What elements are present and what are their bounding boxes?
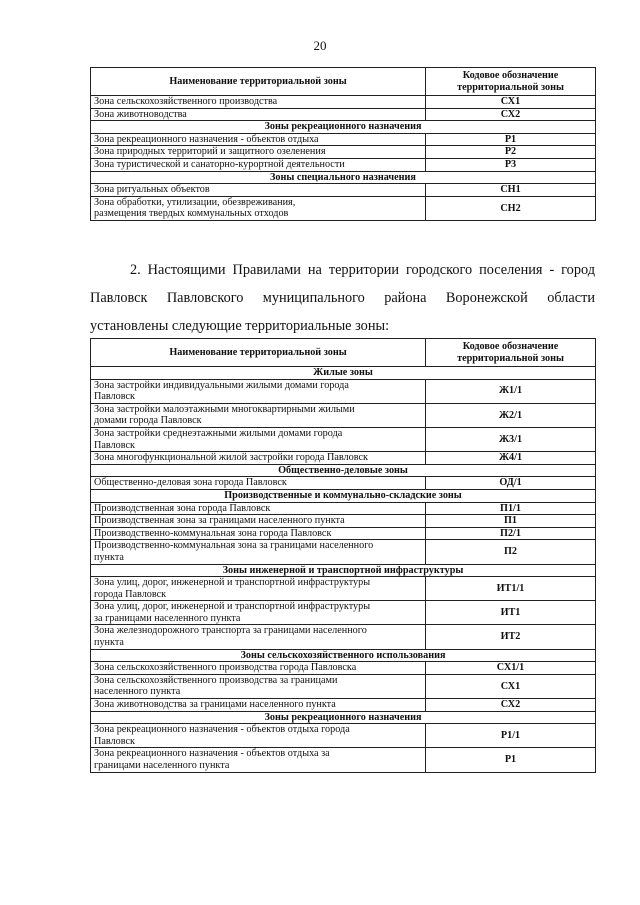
zone-code: ИТ2 [426,625,596,649]
table-row [91,403,596,427]
zone-code: СХ2 [426,108,596,121]
zone-name-line2: границами населенного пункта [94,760,230,771]
zone-name-line2: Павловск [94,439,135,451]
zone-name: Зона животноводства [91,108,426,121]
zone-code: СХ2 [426,699,596,712]
header-zone-name-text: Наименование территориальной зоны [169,346,347,358]
table-row [91,724,596,748]
zone-code: Ж3/1 [426,427,596,451]
zone-name-line1: Зона улиц, дорог, инженерной и транспортной инфраструктуры [94,577,371,589]
zone-code: СХ1 [426,674,596,698]
table-row [91,502,596,515]
section-row [91,564,596,577]
table-row [91,477,596,490]
zone-name: Зона животноводства за границами населенного пункта [91,699,426,712]
zone-name [91,196,426,220]
zone-code: Р1 [426,748,596,772]
zone-name: Зона рекреационного назначения - объектов отдыха [91,133,426,146]
section-row [91,121,596,134]
zone-name: Зона многофункциональной жилой застройки города Павловск [91,452,426,465]
zone-code: Ж2/1 [426,403,596,427]
header-zone-name-text: Наименование территориальной зоны [169,75,347,87]
zone-name [91,540,426,564]
zone-code: Ж1/1 [426,379,596,403]
paragraph-line-1: 2. Настоящими Правилами на территории городского поселения - город [130,262,595,278]
section-row [91,711,596,724]
header-zone-name [91,339,426,367]
zone-code: ИТ1 [426,601,596,625]
paragraph-line-3: установлены следующие территориальные зоны: [90,318,390,334]
table-row [91,184,596,197]
section-title: Зоны сельскохозяйственного использования [91,649,596,662]
zone-name-line2: города Павловск [94,588,167,600]
zone-name-line2: домами города Павловск [94,415,202,427]
table-row [91,452,596,465]
zone-name-line2: Павловск [94,391,135,403]
zone-code: СН1 [426,184,596,197]
zone-name: Зона сельскохозяйственного производства города Павловска [91,662,426,675]
zone-code: Р3 [426,158,596,171]
zone-name [91,601,426,625]
zone-name-line1: Зона улиц, дорог, инженерной и транспортной инфраструктуры [94,601,371,613]
section-title: Производственные и коммунально-складские зоны [91,489,596,502]
zone-name [91,625,426,649]
table-row [91,158,596,171]
zone-name [91,577,426,601]
section-title: Жилые зоны [91,367,596,380]
zone-name: Производственно-коммунальная зона города Павловск [91,527,426,540]
zone-name-line1: Зона застройки среднеэтажными жилыми домами города [94,427,343,439]
table-row [91,577,596,601]
zone-code: Ж4/1 [426,452,596,465]
zones-table-1 [90,67,596,221]
zone-code: П2/1 [426,527,596,540]
page-number: 20 [313,38,327,53]
table-row [91,662,596,675]
table-row [91,748,596,772]
zone-code: СХ1/1 [426,662,596,675]
header-zone-code [426,339,596,367]
zone-code: Р2 [426,146,596,159]
zone-name-line2: пункта [94,551,124,563]
header-code-line2: территориальной зоны [457,81,564,93]
table-row [91,625,596,649]
zone-name [91,674,426,698]
table-header-row [91,68,596,96]
header-zone-code [426,68,596,96]
zone-name-line1: Зона рекреационного назначения - объектов отдыха за [94,748,330,760]
zone-name-line1: Зона рекреационного назначения - объектов отдыха города [94,724,350,736]
zone-name-line2: за границами населенного пункта [94,612,241,624]
section-title: Общественно-деловые зоны [91,464,596,477]
table-row [91,133,596,146]
zone-code: П1 [426,515,596,528]
zone-name-line2: Павловск [94,735,135,747]
zone-code: ИТ1/1 [426,577,596,601]
zones-table-2 [90,338,596,773]
section-title: Зоны инженерной и транспортной инфраструктуры [91,564,596,577]
zone-name [91,748,426,772]
section-row [91,649,596,662]
zone-name [91,379,426,403]
zone-name-line1: Зона застройки малоэтажными многоквартирными жилыми [94,403,355,415]
table-row [91,379,596,403]
zone-code: СХ1 [426,96,596,109]
header-code-line1: Кодовое обозначение [462,340,559,352]
zone-name: Зона туристической и санаторно-курортной деятельности [91,158,426,171]
zone-name [91,403,426,427]
table-header-row [91,339,596,367]
table-row [91,527,596,540]
zone-code: Р1 [426,133,596,146]
header-zone-name [91,68,426,96]
table-row [91,699,596,712]
zone-name [91,724,426,748]
zone-code: Р1/1 [426,724,596,748]
zone-name-line1: Зона обработки, утилизации, обезвреживания, [94,196,296,208]
zone-name-line1: Зона застройки индивидуальными жилыми домами города [94,379,349,391]
paragraph [90,256,595,340]
section-row [91,464,596,477]
zone-code: П2 [426,540,596,564]
table-row [91,674,596,698]
table-row [91,146,596,159]
zone-code: СН2 [426,196,596,220]
table-row [91,96,596,109]
header-code-line2: территориальной зоны [457,352,564,364]
zone-name: Производственная зона города Павловск [91,502,426,515]
table-row [91,601,596,625]
zone-name: Зона ритуальных объектов [91,184,426,197]
zone-name-line1: Производственно-коммунальная зона за границами населенного [94,540,374,552]
zone-name-line2: размещения твердых коммунальных отходов [94,208,289,220]
table-body-1 [91,96,596,221]
table-row [91,515,596,528]
table-row [91,427,596,451]
section-row [91,489,596,502]
section-row [91,367,596,380]
section-title: Зоны специального назначения [91,171,596,184]
zone-name-line2: населенного пункта [94,686,181,698]
zone-name: Зона природных территорий и защитного озеленения [91,146,426,159]
zone-name-line2: пункта [94,637,124,649]
section-title: Зоны рекреационного назначения [91,711,596,724]
zone-name: Общественно-деловая зона города Павловск [91,477,426,490]
zone-code: ОД/1 [426,477,596,490]
section-title: Зоны рекреационного назначения [91,121,596,134]
zone-name: Зона сельскохозяйственного производства [91,96,426,109]
zone-name-line1: Зона сельскохозяйственного производства за границами [94,674,338,686]
section-row [91,171,596,184]
zone-name-line1: Зона железнодорожного транспорта за границами населенного [94,625,367,637]
header-code-line1: Кодовое обозначение [462,69,559,81]
table-row [91,108,596,121]
table-row [91,540,596,564]
paragraph-line-2: Павловск Павловского муниципального района Воронежской области [90,290,595,306]
table-row [91,196,596,220]
table-body-2 [91,367,596,773]
zone-code: П1/1 [426,502,596,515]
zone-name: Производственная зона за границами населенного пункта [91,515,426,528]
zone-name [91,427,426,451]
